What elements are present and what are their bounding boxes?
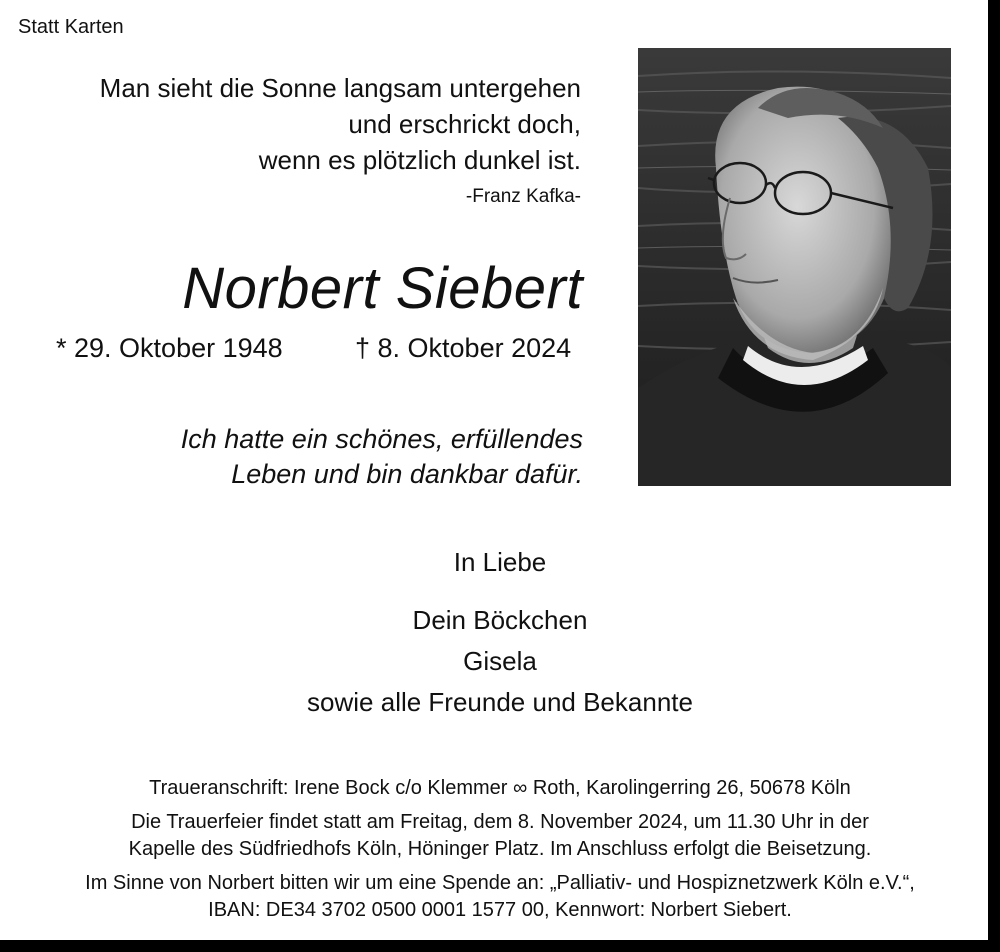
portrait-photo bbox=[638, 48, 951, 486]
header-note: Statt Karten bbox=[18, 16, 124, 38]
motto-line: Leben und bin dankbar dafür. bbox=[231, 459, 583, 489]
quote-line: Man sieht die Sonne langsam untergehen bbox=[99, 73, 581, 103]
closing-text: In Liebe bbox=[453, 547, 547, 577]
funeral-info-line: Kapelle des Südfriedhofs Köln, Höninger Platz. Im Anschluss erfolgt die Beisetzung. bbox=[128, 838, 872, 860]
deceased-name: Norbert Siebert bbox=[182, 256, 583, 321]
death-date: † 8. Oktober 2024 bbox=[355, 333, 572, 363]
signatory: Gisela bbox=[463, 646, 537, 676]
motto-line: Ich hatte ein schönes, erfüllendes bbox=[180, 424, 583, 454]
signatory: Dein Böckchen bbox=[412, 605, 588, 635]
funeral-info-line: Die Trauerfeier findet statt am Freitag, dem 8. November 2024, um 11.30 Uhr in der bbox=[131, 811, 869, 833]
quote-line: und erschrickt doch, bbox=[348, 109, 581, 139]
mourning-address: Traueranschrift: Irene Bock c/o Klemmer ∞ Roth, Karolingerring 26, 50678 Köln bbox=[149, 777, 851, 799]
signatory: sowie alle Freunde und Bekannte bbox=[307, 687, 693, 717]
donation-info-line: Im Sinne von Norbert bitten wir um eine Spende an: „Palliativ- und Hospiznetzwerk Köln e.V.“, bbox=[85, 872, 915, 894]
birth-date: * 29. Oktober 1948 bbox=[56, 333, 283, 363]
portrait-illustration bbox=[638, 48, 951, 486]
quote-author: -Franz Kafka- bbox=[465, 186, 581, 207]
donation-info-line: IBAN: DE34 3702 0500 0001 1577 00, Kennwort: Norbert Siebert. bbox=[208, 899, 792, 921]
quote-line: wenn es plötzlich dunkel ist. bbox=[258, 145, 581, 175]
